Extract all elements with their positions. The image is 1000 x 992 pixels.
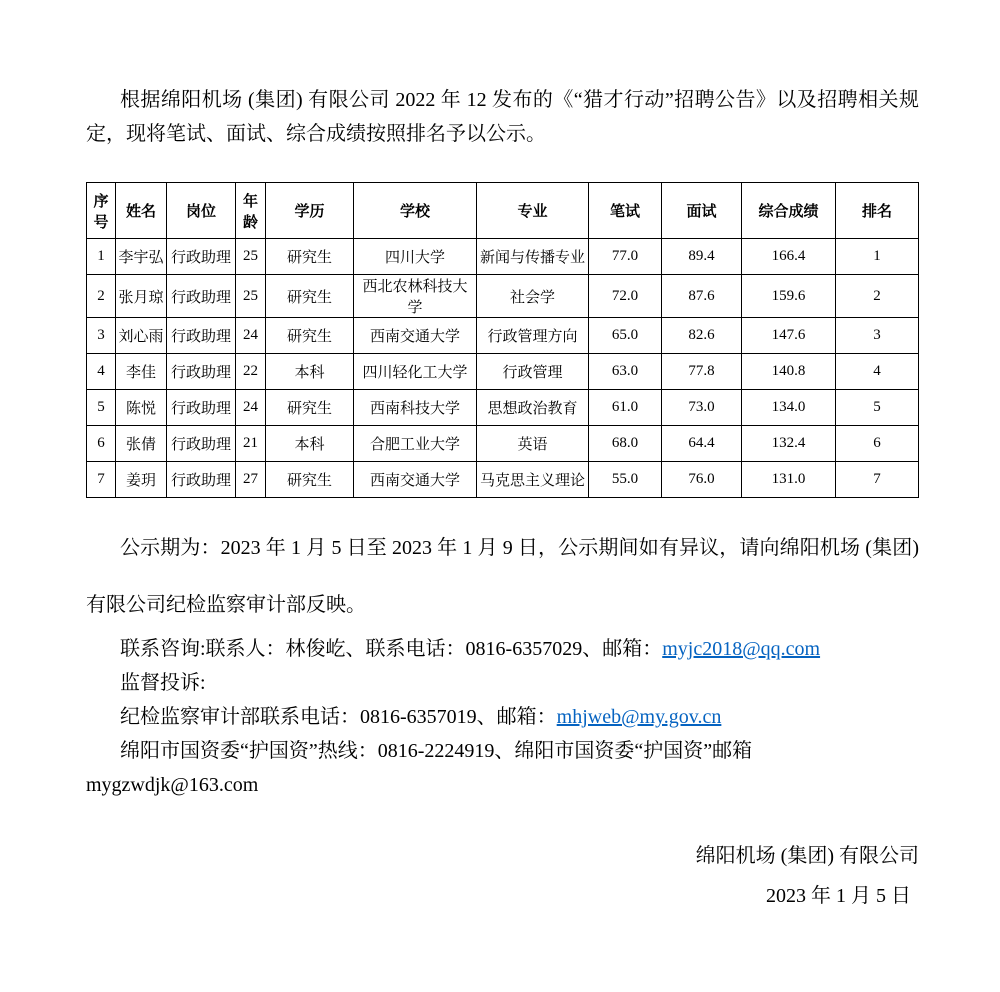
- consult-email-link[interactable]: myjc2018@qq.com: [662, 638, 821, 660]
- table-cell: 行政助理: [167, 275, 236, 318]
- audit-email-link[interactable]: mhjweb@my.gov.cn: [556, 706, 722, 728]
- table-cell: 72.0: [589, 275, 662, 318]
- table-cell: 刘心雨: [116, 318, 167, 354]
- table-header-cell: 学校: [354, 183, 477, 239]
- table-header-cell: 姓名: [116, 183, 167, 239]
- table-row: [87, 275, 919, 318]
- table-cell: 2: [836, 275, 919, 318]
- table-cell: 55.0: [589, 462, 662, 498]
- table-cell: 四川大学: [354, 239, 477, 275]
- table-cell: 行政助理: [167, 354, 236, 390]
- table-cell: 6: [836, 426, 919, 462]
- table-cell: 李宇弘: [116, 239, 167, 275]
- signature-company: 绵阳机场 (集团) 有限公司: [695, 845, 919, 867]
- results-table: [86, 182, 919, 498]
- table-cell: 24: [236, 318, 266, 354]
- table-cell: 2: [87, 275, 116, 318]
- signature-date: 2023 年 1 月 5 日: [766, 885, 911, 907]
- table-cell: 思想政治教育: [477, 390, 589, 426]
- table-cell: 张倩: [116, 426, 167, 462]
- table-cell: 研究生: [266, 462, 354, 498]
- table-cell: 25: [236, 275, 266, 318]
- table-cell: 研究生: [266, 390, 354, 426]
- table-cell: 27: [236, 462, 266, 498]
- table-cell: 行政助理: [167, 390, 236, 426]
- contact-audit-line: [86, 700, 919, 734]
- contact-consult-text: 联系咨询:联系人：林俊屹、联系电话：0816-6357029、邮箱：: [120, 638, 663, 660]
- table-cell: 西南科技大学: [354, 390, 477, 426]
- contact-sasac-line: 绵阳市国资委“护国资”热线：0816-2224919、绵阳市国资委“护国资”邮箱 mygzwdjk@163.com: [86, 740, 753, 796]
- table-cell: 西南交通大学: [354, 462, 477, 498]
- table-cell: 82.6: [662, 318, 742, 354]
- table-cell: 张月琼: [116, 275, 167, 318]
- table-cell: 行政助理: [167, 318, 236, 354]
- intro-paragraph: 根据绵阳机场 (集团) 有限公司 2022 年 12 发布的《“猎才行动”招聘公告》以及招聘相关规定，现将笔试、面试、综合成绩按照排名予以公示。: [86, 89, 919, 145]
- table-header-cell: 笔试: [589, 183, 662, 239]
- table-cell: 5: [836, 390, 919, 426]
- table-cell: 64.4: [662, 426, 742, 462]
- table-row: [87, 390, 919, 426]
- table-cell: 77.0: [589, 239, 662, 275]
- table-cell: 63.0: [589, 354, 662, 390]
- table-cell: 西北农林科技大学: [354, 275, 477, 318]
- table-cell: 本科: [266, 354, 354, 390]
- table-cell: 1: [836, 239, 919, 275]
- table-header-cell: 排名: [836, 183, 919, 239]
- table-row: [87, 426, 919, 462]
- table-row: [87, 354, 919, 390]
- results-table-container: [86, 182, 919, 498]
- table-cell: 73.0: [662, 390, 742, 426]
- table-cell: 姜玥: [116, 462, 167, 498]
- contact-consult-line: [86, 632, 919, 666]
- table-cell: 5: [87, 390, 116, 426]
- table-cell: 行政助理: [167, 462, 236, 498]
- table-cell: 68.0: [589, 426, 662, 462]
- table-cell: 英语: [477, 426, 589, 462]
- table-cell: 87.6: [662, 275, 742, 318]
- table-cell: 研究生: [266, 239, 354, 275]
- table-cell: 134.0: [742, 390, 836, 426]
- table-cell: 6: [87, 426, 116, 462]
- contact-audit-text: 纪检监察审计部联系电话：0816-6357019、邮箱：: [120, 706, 557, 728]
- table-cell: 行政助理: [167, 426, 236, 462]
- table-cell: 陈悦: [116, 390, 167, 426]
- contact-supervise-line: 监督投诉:: [120, 672, 206, 694]
- table-cell: 7: [87, 462, 116, 498]
- table-cell: 147.6: [742, 318, 836, 354]
- table-cell: 本科: [266, 426, 354, 462]
- table-cell: 132.4: [742, 426, 836, 462]
- table-header-cell: 岗位: [167, 183, 236, 239]
- table-cell: 21: [236, 426, 266, 462]
- table-cell: 研究生: [266, 318, 354, 354]
- table-cell: 行政助理: [167, 239, 236, 275]
- table-row: [87, 239, 919, 275]
- table-cell: 3: [836, 318, 919, 354]
- table-cell: 61.0: [589, 390, 662, 426]
- contact-info: [86, 632, 919, 802]
- table-cell: 4: [836, 354, 919, 390]
- table-cell: 行政管理方向: [477, 318, 589, 354]
- signature-block: [86, 836, 919, 916]
- table-cell: 4: [87, 354, 116, 390]
- table-cell: 24: [236, 390, 266, 426]
- table-cell: 76.0: [662, 462, 742, 498]
- table-row: [87, 462, 919, 498]
- table-cell: 1: [87, 239, 116, 275]
- table-cell: 22: [236, 354, 266, 390]
- table-cell: 77.8: [662, 354, 742, 390]
- table-cell: 65.0: [589, 318, 662, 354]
- table-header-cell: 面试: [662, 183, 742, 239]
- table-cell: 140.8: [742, 354, 836, 390]
- table-cell: 社会学: [477, 275, 589, 318]
- table-cell: 131.0: [742, 462, 836, 498]
- table-cell: 166.4: [742, 239, 836, 275]
- notice-paragraph: 公示期为：2023 年 1 月 5 日至 2023 年 1 月 9 日，公示期间如有异议，请向绵阳机场 (集团) 有限公司纪检监察审计部反映。: [86, 537, 919, 616]
- table-cell: 合肥工业大学: [354, 426, 477, 462]
- table-header-cell: 学历: [266, 183, 354, 239]
- table-cell: 四川轻化工大学: [354, 354, 477, 390]
- table-cell: 3: [87, 318, 116, 354]
- table-cell: 马克思主义理论: [477, 462, 589, 498]
- table-header-cell: 综合成绩: [742, 183, 836, 239]
- table-header-row: [87, 183, 919, 239]
- table-header-cell: 年龄: [236, 183, 266, 239]
- table-cell: 25: [236, 239, 266, 275]
- table-row: [87, 318, 919, 354]
- table-cell: 7: [836, 462, 919, 498]
- table-header-cell: 序号: [87, 183, 116, 239]
- table-cell: 新闻与传播专业: [477, 239, 589, 275]
- table-cell: 89.4: [662, 239, 742, 275]
- table-cell: 行政管理: [477, 354, 589, 390]
- table-header-cell: 专业: [477, 183, 589, 239]
- table-cell: 159.6: [742, 275, 836, 318]
- table-cell: 西南交通大学: [354, 318, 477, 354]
- table-cell: 李佳: [116, 354, 167, 390]
- table-cell: 研究生: [266, 275, 354, 318]
